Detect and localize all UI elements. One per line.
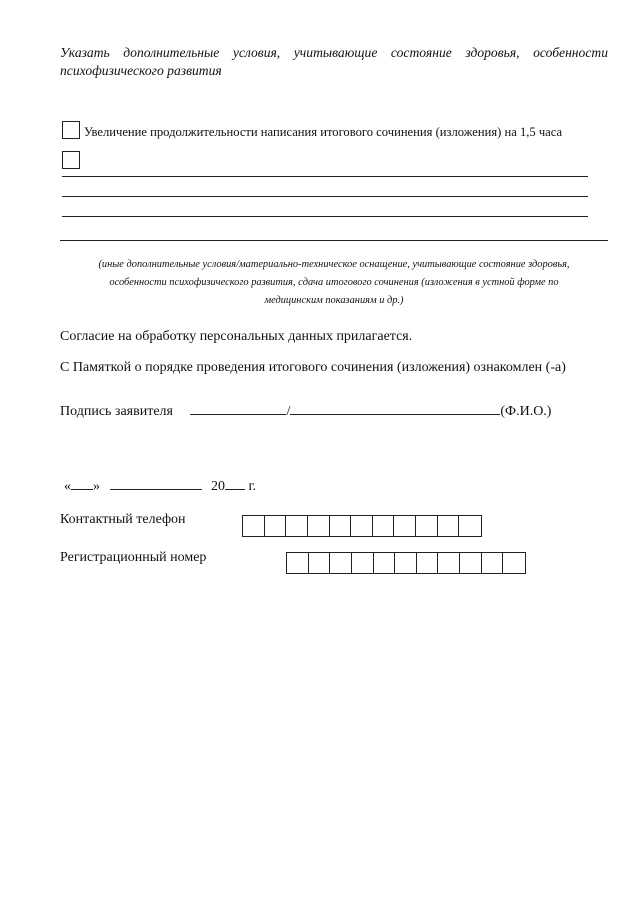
registration-cell[interactable] xyxy=(438,553,460,573)
note-line-3: медицинским показаниям и др.) xyxy=(264,295,404,306)
other-conditions-line-3[interactable] xyxy=(62,216,588,217)
date-close-quote: » xyxy=(93,479,100,494)
other-conditions-line-1[interactable] xyxy=(62,176,588,177)
phone-cell[interactable] xyxy=(308,516,330,536)
other-conditions-line-2[interactable] xyxy=(62,196,588,197)
heading-line-1: Указать дополнительные условия, учитывающие состояние здоровья, особенности xyxy=(60,45,608,60)
phone-cell[interactable] xyxy=(330,516,352,536)
signature-field[interactable] xyxy=(190,401,286,415)
consent-statement: Согласие на обработку персональных данных прилагается. xyxy=(60,329,413,344)
heading-line-2: психофизического развития xyxy=(60,63,222,78)
memo-acknowledgement: С Памяткой о порядке проведения итогового сочинения (изложения) ознакомлен (-а) xyxy=(60,360,566,375)
date-open-quote: « xyxy=(64,479,71,494)
registration-cell[interactable] xyxy=(503,553,525,573)
phone-cell[interactable] xyxy=(416,516,438,536)
registration-cell[interactable] xyxy=(374,553,396,573)
phone-label: Контактный телефон xyxy=(60,512,186,527)
note-line-2: особенности психофизического развития, сдача итогового сочинения (изложения в устной форме по xyxy=(109,277,559,288)
registration-cells[interactable] xyxy=(286,552,526,574)
option-other-checkbox[interactable] xyxy=(62,151,80,169)
registration-cell[interactable] xyxy=(330,553,352,573)
date-row xyxy=(64,476,256,495)
full-name-hint: (Ф.И.О.) xyxy=(500,404,552,419)
full-name-field[interactable] xyxy=(290,401,500,415)
phone-cell[interactable] xyxy=(286,516,308,536)
registration-cell[interactable] xyxy=(417,553,439,573)
year-suffix: г. xyxy=(248,479,257,494)
signature-row xyxy=(60,401,551,420)
phone-cell[interactable] xyxy=(459,516,481,536)
month-field[interactable] xyxy=(110,476,202,490)
registration-cell[interactable] xyxy=(309,553,331,573)
year-field[interactable] xyxy=(225,476,245,490)
registration-cell[interactable] xyxy=(395,553,417,573)
note-line-1: (иные дополнительные условия/материально-техническое оснащение, учитывающие состояние здоровья, xyxy=(98,259,570,270)
day-field[interactable] xyxy=(71,476,93,490)
signature-label: Подпись заявителя xyxy=(60,404,173,419)
registration-cell[interactable] xyxy=(482,553,504,573)
signature-separator: / xyxy=(286,404,291,419)
phone-cell[interactable] xyxy=(351,516,373,536)
registration-cell[interactable] xyxy=(352,553,374,573)
phone-cell[interactable] xyxy=(394,516,416,536)
phone-cell[interactable] xyxy=(373,516,395,536)
year-prefix: 20 xyxy=(211,479,225,494)
registration-cell[interactable] xyxy=(287,553,309,573)
other-conditions-line-4[interactable] xyxy=(60,240,608,241)
registration-cell[interactable] xyxy=(460,553,482,573)
phone-cell[interactable] xyxy=(243,516,265,536)
phone-cells[interactable] xyxy=(242,515,482,537)
instructions-heading xyxy=(60,44,608,80)
conditions-note xyxy=(60,256,608,310)
registration-label: Регистрационный номер xyxy=(60,550,207,565)
phone-cell[interactable] xyxy=(265,516,287,536)
phone-cell[interactable] xyxy=(438,516,460,536)
option-extended-time-checkbox[interactable] xyxy=(62,121,80,139)
option-extended-time-label: Увеличение продолжительности написания итогового сочинения (изложения) на 1,5 часа xyxy=(84,125,563,139)
